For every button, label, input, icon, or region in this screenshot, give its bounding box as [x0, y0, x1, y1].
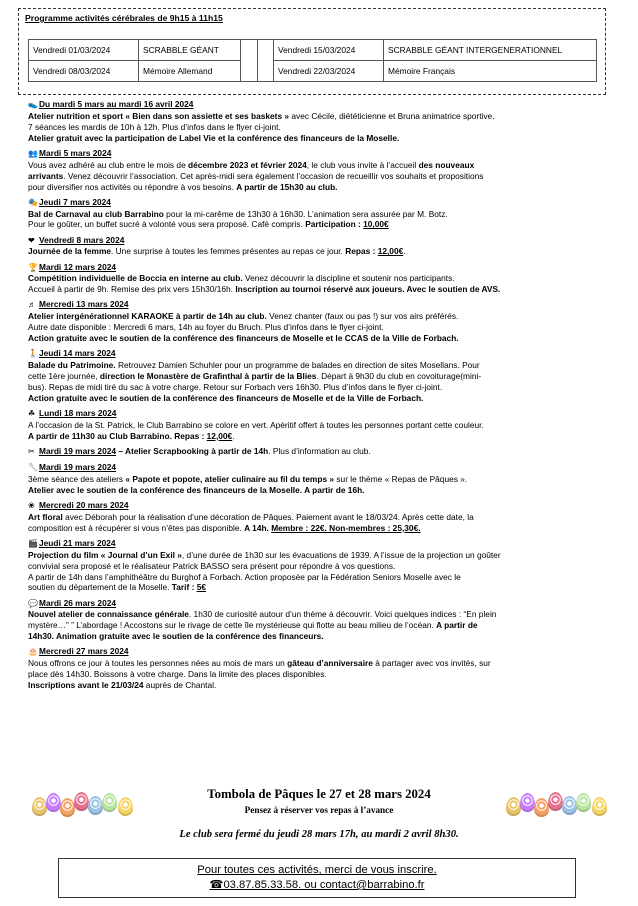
event-text: arrivants — [28, 170, 64, 181]
event-text: convivial sera proposé et le réalisateur Patrick BASSO sera présent pour répondre à vos questions. — [28, 560, 396, 571]
programme-box — [18, 8, 606, 95]
event-text: Inscription au tournoi réservé aux joueurs. Avec le soutien de AVS. — [235, 284, 501, 295]
event-text: . Plus d’information au club. — [268, 445, 371, 456]
event-line — [28, 582, 620, 593]
event-text: Journée de la femme — [28, 246, 112, 257]
event-line — [28, 474, 620, 485]
event-item — [28, 408, 620, 442]
contact-line: Pour toutes ces activités, merci de vous inscrire. — [197, 864, 437, 876]
event-text: avec Déborah pour la réalisation d’une décoration de Pâques. Paiement avant le 18/03/24. Après cette date, la — [62, 511, 474, 522]
event-text: Compétition individuelle de Boccia en interne au club. — [28, 273, 243, 284]
tombola-subtitle: Pensez à réserver vos repas à l’avance — [244, 805, 394, 815]
trophy-icon: 🏆 — [28, 262, 38, 272]
shoe-icon: 👟 — [28, 100, 38, 109]
event-text: mystère…” ” L’abordage ! Accostons sur le rivage de cette île mystérieuse qui flotte au beau milieu de l’océan. — [28, 620, 437, 631]
event-text: A 14h. — [244, 522, 272, 533]
event-header — [28, 598, 620, 610]
event-item — [28, 197, 620, 231]
event-date: Jeudi 21 mars 2024 — [39, 537, 116, 548]
event-text: Atelier avec le soutien de la conférence des financeurs de la Moselle. A partir de 16h. — [28, 484, 365, 495]
event-text: pour diversifier nos activités ou répondre à vos besoins. — [28, 181, 237, 192]
event-line — [28, 160, 620, 171]
event-line — [28, 669, 620, 680]
event-item — [28, 646, 620, 691]
event-text: Projection du film « Journal d’un Exil » — [28, 549, 182, 560]
programme-gap-cell — [258, 61, 274, 82]
event-text: Pour le goûter, un buffet sucré à volonté vous sera proposé. Café compris. — [28, 219, 306, 230]
event-line — [28, 273, 620, 284]
event-line — [28, 561, 620, 572]
carnival-mask-icon: 🎭 — [28, 197, 38, 207]
event-text: soutien du département de la Moselle. — [28, 582, 172, 593]
event-text: gâteau d’anniversaire — [287, 658, 373, 669]
event-line — [28, 311, 620, 322]
spoon-icon: 🥄 — [28, 462, 38, 472]
event-item — [28, 99, 620, 144]
event-date: Mardi 19 mars 2024 — [39, 445, 116, 456]
event-text: Inscriptions avant le 21/03/24 — [28, 680, 144, 691]
event-text: 7 séances les mardis de 10h à 12h. Plus d’infos dans le flyer ci-joint. — [28, 121, 281, 132]
programme-row — [29, 61, 597, 82]
event-text: Atelier nutrition et sport « Bien dans son assiette et ses baskets » — [28, 110, 290, 121]
event-text: décembre 2023 et février 2024 — [188, 159, 307, 170]
event-item — [28, 348, 620, 404]
event-header — [28, 500, 620, 512]
event-item — [28, 235, 620, 258]
programme-row — [29, 40, 597, 61]
programme-activity: Mémoire Français — [384, 61, 597, 82]
event-item — [28, 598, 620, 643]
event-header — [28, 148, 620, 160]
programme-activity: SCRABBLE GÉANT — [139, 40, 241, 61]
programme-date: Vendredi 22/03/2024 — [274, 61, 384, 82]
event-line — [28, 620, 620, 631]
event-text: avec Cécile, diététicienne et Bruna animatrice sportive. — [289, 110, 495, 121]
event-line — [28, 431, 620, 442]
event-text: Tarif : — [171, 582, 197, 593]
programme-table — [28, 39, 597, 82]
music-note-icon: ♬ — [28, 300, 36, 310]
event-date: Mercredi 13 mars 2024 — [39, 299, 129, 310]
event-line — [28, 333, 620, 344]
event-text: A partir de 14h dans l’amphithéâtre du Burghof à Forbach. Action proposée par la Fédération Seniors Moselle avec le — [28, 571, 461, 582]
event-date: Jeudi 7 mars 2024 — [39, 196, 111, 207]
contact-box — [58, 858, 576, 898]
event-text: pour la mi-carême de 13h30 à 16h30. L’animation sera assurée par M. Botz. — [163, 208, 448, 219]
event-line — [28, 572, 620, 583]
event-line — [28, 111, 620, 122]
event-text: A partir de — [436, 620, 478, 631]
event-line — [28, 631, 620, 642]
event-text: Nouvel atelier de connaissance générale — [28, 609, 189, 620]
tombola-title: Tombola de Pâques le 27 et 28 mars 2024 — [207, 787, 431, 801]
event-line — [28, 609, 620, 620]
event-text: A partir de 15h30 au club. — [236, 181, 338, 192]
event-line — [28, 680, 620, 691]
event-text: A l’occasion de la St. Patrick, le Club Barrabino se colore en vert. Apéritif offert à toutes les personnes portant cette couleur. — [28, 419, 484, 430]
event-text: Action gratuite avec le soutien de la conférence des financeurs de Moselle et de la Ville de Forbach. — [28, 392, 424, 403]
event-text: « Papote et popote, atelier culinaire au fil du temps » — [125, 473, 335, 484]
event-text: 12,00€ — [206, 430, 233, 441]
event-text: 14h30. Animation gratuite avec le soutien de la conférence des financeurs. — [28, 631, 324, 642]
event-header — [28, 99, 620, 111]
event-header — [28, 262, 620, 274]
event-text: Balade du Patrimoine. — [28, 360, 116, 371]
event-line — [28, 133, 620, 144]
event-header — [28, 408, 620, 420]
event-header — [28, 299, 620, 311]
cake-icon: 🎂 — [28, 647, 38, 657]
contact-details[interactable] — [59, 878, 575, 891]
event-date: Jeudi 14 mars 2024 — [39, 348, 116, 359]
event-item — [28, 262, 620, 296]
programme-gap-cell — [241, 61, 258, 82]
contact-phone-email[interactable]: 03.87.85.33.58. ou contact@barrabino.fr — [223, 879, 425, 891]
event-text: 12,00€ — [377, 246, 404, 257]
event-line — [28, 360, 620, 371]
event-text: A partir de 11h30 au Club Barrabino. Repas : — [28, 430, 207, 441]
event-text: Atelier intergénérationnel KARAOKE à partir de 14h au club. — [28, 311, 267, 322]
event-header — [28, 235, 620, 247]
programme-activity: SCRABBLE GÉANT INTERGENERATIONNEL — [384, 40, 597, 61]
event-text: Venez découvrir la discipline et soutenir nos participants. — [242, 273, 455, 284]
shamrock-icon: ☘ — [28, 408, 36, 418]
tombola-block — [0, 787, 638, 815]
event-date: Lundi 18 mars 2024 — [39, 407, 117, 418]
event-date: Mardi 19 mars 2024 — [39, 461, 116, 472]
event-text: . — [403, 246, 406, 257]
event-line — [28, 209, 620, 220]
event-text: , le club vous invite à l’accueil — [306, 159, 419, 170]
event-line — [28, 246, 620, 257]
event-date: Mercredi 27 mars 2024 — [39, 646, 129, 657]
event-line — [28, 171, 620, 182]
scissors-icon: ✂ — [28, 446, 35, 456]
event-text: Vous avez adhéré au club entre le mois de — [28, 159, 189, 170]
event-date: Vendredi 8 mars 2024 — [39, 234, 125, 245]
event-text: Membre : 22€. Non-membres : 25,30€. — [271, 522, 421, 533]
event-text: Repas : — [345, 246, 378, 257]
programme-date: Vendredi 01/03/2024 — [29, 40, 139, 61]
film-icon: 🎬 — [28, 538, 38, 548]
event-line — [28, 122, 620, 133]
event-date: Mardi 12 mars 2024 — [39, 261, 116, 272]
event-title: – Atelier Scrapbooking à partir de 14h — [116, 445, 269, 456]
event-line — [28, 284, 620, 295]
walker-icon: 🚶 — [28, 349, 38, 359]
flower-icon: ❀ — [28, 500, 35, 510]
event-line — [28, 658, 620, 669]
event-line — [28, 322, 620, 333]
event-line — [28, 393, 620, 404]
programme-gap-cell — [241, 40, 258, 61]
programme-activity: Mémoire Allemand — [139, 61, 241, 82]
event-item — [28, 538, 620, 594]
event-text: Retrouvez Damien Schuhler pour un programme de balades en direction de sites Mosellans. Pour — [115, 360, 480, 371]
event-text: des nouveaux — [418, 159, 475, 170]
event-header — [28, 646, 620, 658]
event-text: Action gratuite avec le soutien de la conférence des financeurs de Moselle et le CCAS de la Ville de Forbach. — [28, 333, 459, 344]
event-text: . Venez découvrir l’association. Cet après-midi sera également l’occasion de recueillir vos souhaits et propositions — [63, 170, 484, 181]
event-item — [28, 500, 620, 534]
programme-date: Vendredi 15/03/2024 — [274, 40, 384, 61]
event-header — [28, 197, 620, 209]
event-line — [28, 523, 620, 534]
programme-title: Programme activités cérébrales de 9h15 à 11h15 — [25, 13, 223, 23]
event-date: Mercredi 20 mars 2024 — [39, 499, 129, 510]
event-line — [28, 550, 620, 561]
event-line — [28, 512, 620, 523]
event-header — [28, 348, 620, 360]
event-text: . — [232, 430, 235, 441]
event-date: Mardi 5 mars 2024 — [39, 147, 112, 158]
events-list — [28, 99, 620, 695]
event-text: Nous offrons ce jour à toutes les personnes nées au mois de mars un — [28, 658, 288, 669]
event-item — [28, 299, 620, 344]
event-line — [28, 420, 620, 431]
event-text: à partager avec vos invités, sur — [372, 658, 491, 669]
event-date: Du mardi 5 mars au mardi 16 avril 2024 — [39, 99, 194, 109]
event-text: Atelier gratuit avec la participation de Label Vie et la conférence des financeurs de la Moselle. — [28, 132, 400, 143]
closure-notice: Le club sera fermé du jeudi 28 mars 17h, au mardi 2 avril 8h30. — [179, 829, 459, 840]
event-text: 10,00€ — [363, 219, 389, 230]
event-text: . 1h30 de curiosité autour d’un thème à découvrir. Voici quelques indices : “En plein — [188, 609, 497, 620]
phone-icon: ☎ — [209, 879, 224, 891]
event-text: place dès 14h30. Boissons à votre charge. Dans la limite des places disponibles. — [28, 669, 327, 680]
event-text: cette 1ère journée, — [28, 371, 100, 382]
event-line — [28, 485, 620, 496]
event-text: direction le Monastère de Grafinthal à partir de la Blies — [99, 371, 317, 382]
event-line — [28, 371, 620, 382]
event-text: Accueil à partir de 9h. Remise des prix vers 15h30/16h. — [28, 284, 236, 295]
event-text: Participation : — [305, 219, 364, 230]
event-text: . Une surprise à toutes les femmes présentes au repas ce jour. — [111, 246, 346, 257]
event-text: Autre date disponible : Mercredi 6 mars, 14h au foyer du Bruch. Plus d’infos dans le flyer ci-joint. — [28, 322, 384, 333]
event-text: , d’une durée de 1h30 sur les évacuations de 1939. A l’issue de la projection un goûter — [181, 549, 501, 560]
event-text: composition est à récupérer si vous n’êtes pas disponible. — [28, 522, 245, 533]
event-text: Venez chanter (faux ou pas !) sur vos airs préférés. — [266, 311, 459, 322]
event-text: bus). Repas de midi tiré du sac à votre charge. Retour sur Forbach vers 16h30. Plus d’infos dans le flyer ci-joint. — [28, 381, 443, 392]
event-header — [28, 538, 620, 550]
event-text: sur le thème « Repas de Pâques ». — [334, 473, 468, 484]
event-date: Mardi 26 mars 2024 — [39, 597, 116, 608]
programme-gap-cell — [258, 40, 274, 61]
event-line — [28, 182, 620, 193]
event-text: 3ème séance des ateliers — [28, 473, 126, 484]
people-icon: 👥 — [28, 148, 38, 158]
programme-date: Vendredi 08/03/2024 — [29, 61, 139, 82]
event-text: 5€ — [196, 582, 206, 593]
event-header — [28, 462, 620, 474]
speech-bubble-icon: 💬 — [28, 598, 38, 608]
heart-icon: ❤ — [28, 235, 35, 245]
event-text: . Départ à 9h30 du club en covoiturage(mini- — [316, 371, 482, 382]
event-line — [28, 382, 620, 393]
event-header — [28, 446, 620, 458]
event-line — [28, 219, 620, 230]
event-item — [28, 148, 620, 193]
event-text: Art floral — [28, 511, 63, 522]
event-text: auprès de Chantal. — [143, 680, 217, 691]
event-text: Bal de Carnaval au club Barrabino — [28, 208, 164, 219]
event-item — [28, 462, 620, 496]
event-item — [28, 446, 620, 458]
